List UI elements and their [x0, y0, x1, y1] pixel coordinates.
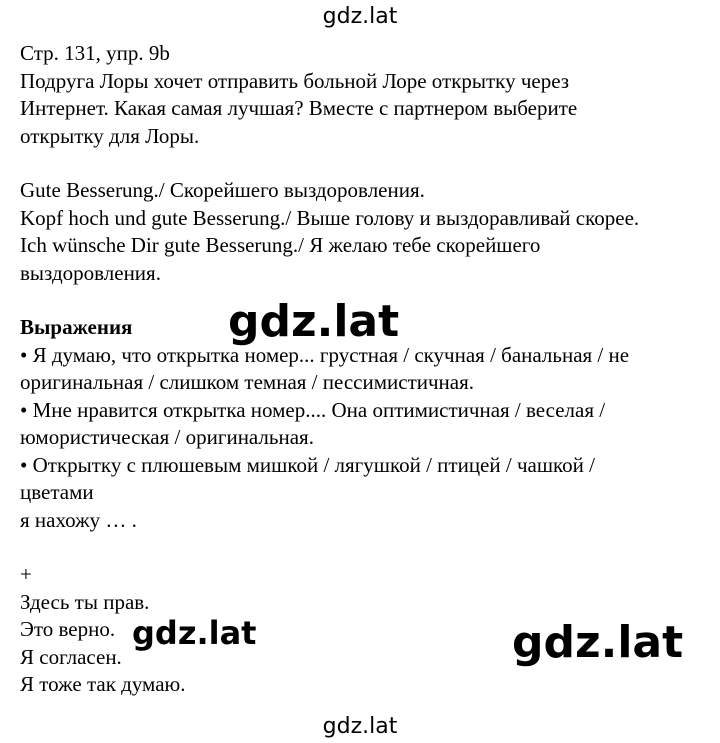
expression-line: • Открытку с плюшевым мишкой / лягушкой / птицей / чашкой /	[20, 452, 595, 477]
agreement-line: Я тоже так думаю.	[20, 672, 186, 696]
agreement-line: Здесь ты прав.	[20, 589, 150, 614]
spacer	[20, 150, 710, 177]
plus-sign: +	[20, 562, 32, 586]
phrase-line: Kopf hoch und gute Besserung./ Выше голову и выздоравливай скорее.	[20, 205, 640, 230]
expression-line: я нахожу … .	[20, 507, 137, 532]
expression-line: юмористическая / оригинальная.	[20, 425, 314, 449]
document-body	[20, 40, 710, 699]
expression-line: оригинальная / слишком темная / пессимистичная.	[20, 370, 475, 394]
phrase-line: Gute Besserung./ Скорейшего выздоровления.	[20, 178, 425, 202]
phrase-line: выздоровления.	[20, 260, 161, 285]
task-line: Интернет. Какая самая лучшая? Вместе с партнером выберите	[20, 96, 578, 120]
footer-watermark: gdz.lat	[322, 714, 398, 739]
task-line: открытку для Лоры.	[20, 123, 200, 148]
watermark-right: gdz.lat	[512, 617, 684, 668]
agreement-line: Я согласен.	[20, 644, 122, 669]
expression-line: цветами	[20, 480, 94, 504]
expression-line: • Мне нравится открытка номер.... Она оптимистичная / веселая /	[20, 397, 606, 422]
task-line: Подруга Лоры хочет отправить больной Лоре открытку через	[20, 68, 570, 93]
expressions-title: Выражения	[20, 315, 133, 339]
header-watermark: gdz.lat	[322, 4, 398, 29]
agreement-line: Это верно.	[20, 617, 116, 641]
watermark-small: gdz.lat	[132, 614, 257, 652]
spacer	[20, 534, 710, 561]
expression-line: • Я думаю, что открытка номер... грустная / скучная / банальная / не	[20, 342, 630, 367]
page-heading: Стр. 131, упр. 9b	[20, 41, 170, 65]
phrase-line: Ich wünsche Dir gute Besserung./ Я желаю тебе скорейшего	[20, 233, 541, 257]
watermark-mid: gdz.lat	[228, 296, 400, 347]
